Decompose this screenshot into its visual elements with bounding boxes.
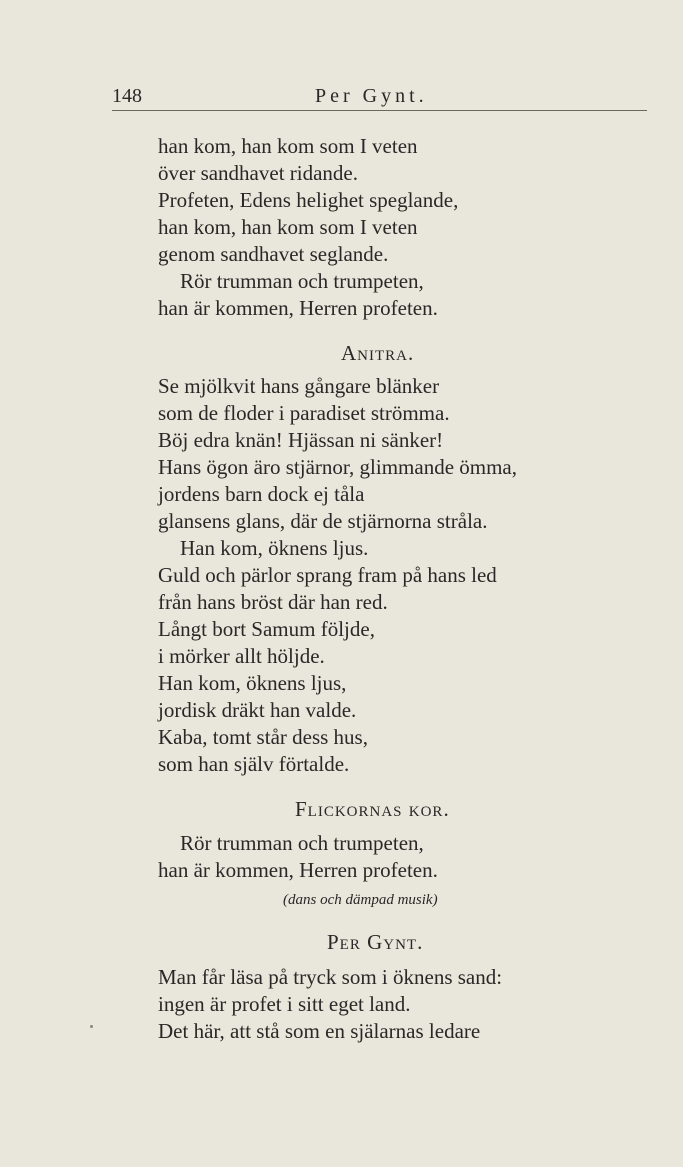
speaker-heading: Anitra. xyxy=(341,341,415,365)
verse-line: som han själv förtalde. xyxy=(158,752,350,776)
verse-line: över sandhavet ridande. xyxy=(158,161,359,185)
verse-line: Han kom, öknens ljus, xyxy=(158,671,347,695)
verse-line: Rör trumman och trumpeten, xyxy=(180,269,424,293)
verse-line: som de floder i paradiset strömma. xyxy=(158,401,450,425)
verse-line: Man får läsa på tryck som i öknens sand: xyxy=(158,965,503,989)
verse-line: han kom, han kom som I veten xyxy=(158,215,418,239)
speaker-heading: Flickornas kor. xyxy=(295,797,450,821)
margin-speck xyxy=(90,1025,93,1028)
verse-line: han är kommen, Herren profeten. xyxy=(158,858,438,882)
header-rule xyxy=(112,110,647,111)
speaker-heading: Per Gynt. xyxy=(327,930,424,954)
verse-line: från hans bröst där han red. xyxy=(158,590,388,614)
stage-direction: (dans och dämpad musik) xyxy=(283,892,438,908)
verse-line: Kaba, tomt står dess hus, xyxy=(158,725,368,749)
verse-line: Rör trumman och trumpeten, xyxy=(180,831,424,855)
verse-line: i mörker allt höljde. xyxy=(158,644,325,668)
verse-line: Det här, att stå som en själarnas ledare xyxy=(158,1019,481,1043)
verse-line: ingen är profet i sitt eget land. xyxy=(158,992,411,1016)
verse-line: jordisk dräkt han valde. xyxy=(158,698,357,722)
verse-line: han är kommen, Herren profeten. xyxy=(158,296,438,320)
verse-line: genom sandhavet seglande. xyxy=(158,242,389,266)
running-title: Per Gynt. xyxy=(315,85,428,107)
verse-line: Profeten, Edens helighet speglande, xyxy=(158,188,459,212)
verse-line: jordens barn dock ej tåla xyxy=(158,482,365,506)
verse-line: Guld och pärlor sprang fram på hans led xyxy=(158,563,497,587)
verse-line: glansens glans, där de stjärnorna stråla. xyxy=(158,509,488,533)
verse-line: han kom, han kom som I veten xyxy=(158,134,418,158)
page-number: 148 xyxy=(112,85,142,107)
verse-line: Se mjölkvit hans gångare blänker xyxy=(158,374,440,398)
verse-line: Hans ögon äro stjärnor, glimmande ömma, xyxy=(158,455,517,479)
verse-line: Böj edra knän! Hjässan ni sänker! xyxy=(158,428,444,452)
verse-line: Långt bort Samum följde, xyxy=(158,617,375,641)
verse-line: Han kom, öknens ljus. xyxy=(180,536,369,560)
